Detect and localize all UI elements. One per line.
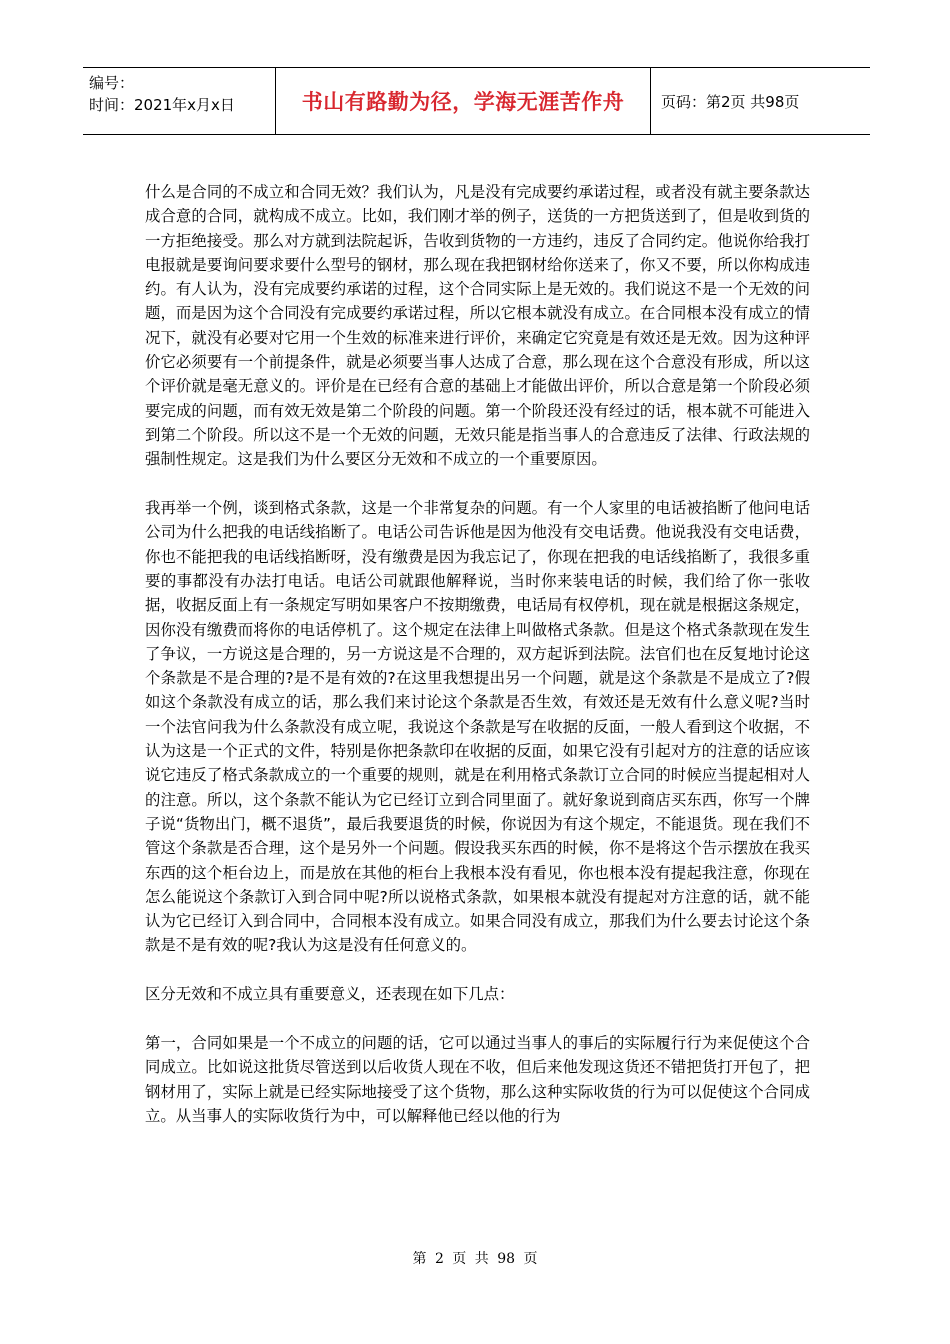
page-header — [83, 67, 870, 135]
document-number-label: 编号： — [89, 74, 135, 92]
header-motto-cell — [276, 68, 651, 134]
footer-page-number: 第 2 页 共 98 页 — [412, 1251, 538, 1267]
header-page-info: 页码：第2页 共98页 — [661, 92, 800, 111]
paragraph-1: 什么是合同的不成立和合同无效？我们认为，凡是没有完成要约承诺过程，或者没有就主要条款达成合意的合同，就构成不成立。比如，我们刚才举的例子，送货的一方把货送到了，但是收到货的一方拒绝接受。那么对方就到法院起诉，告收到货物的一方违约，违反了合同约定。他说你给我打电报就是要询问要求要什么型号的钢材，那么现在我把钢材给你送来了，你又不要，所以你构成违约。有人认为，没有完成要约承诺的过程，这个合同实际上是无效的。我们说这不是一个无效的问题，而是因为这个合同没有完成要约承诺过程，所以它根本就没有成立。在合同根本没有成立的情况下，就没有必要对它用一个生效的标准来进行评价，来确定它究竟是有效还是无效。因为这种评价它必须要有一个前提条件，就是必须要当事人达成了合意，那么现在这个合意没有形成，所以这个评价就是毫无意义的。评价是在已经有合意的基础上才能做出评价，所以合意是第一个阶段必须要完成的问题，而有效无效是第二个阶段的问题。第一个阶段还没有经过的话，根本就不可能进入到第二个阶段。所以这不是一个无效的问题，无效只能是指当事人的合意违反了法律、行政法规的强制性规定。这是我们为什么要区分无效和不成立的一个重要原因。 — [145, 183, 810, 469]
header-page-info-cell — [651, 68, 870, 134]
header-motto: 书山有路勤为径，学海无涯苦作舟 — [301, 90, 625, 114]
document-body — [145, 180, 810, 1153]
page-footer — [0, 1248, 950, 1268]
header-meta — [83, 68, 276, 134]
paragraph-2: 我再举一个例，谈到格式条款，这是一个非常复杂的问题。有一个人家里的电话被掐断了他问电话公司为什么把我的电话线掐断了。电话公司告诉他是因为他没有交电话费。他说我没有交电话费，你也不能把我的电话线掐断呀，没有缴费是因为我忘记了，你现在把我的电话线掐断了，我很多重要的事都没有办法打电话。电话公司就跟他解释说，当时你来装电话的时候，我们给了你一张收据，收据反面上有一条规定写明如果客户不按期缴费，电话局有权停机，现在就是根据这条规定，因你没有缴费而将你的电话停机了。这个规定在法律上叫做格式条款。但是这个格式条款现在发生了争议，一方说这是合理的，另一方说这是不合理的，双方起诉到法院。法官们也在反复地讨论这个条款是不是合理的?是不是有效的?在这里我想提出另一个问题，就是这个条款是不是成立了?假如这个条款没有成立的话，那么我们来讨论这个条款是否生效，有效还是无效有什么意义呢?当时一个法官问我为什么条款没有成立呢，我说这个条款是写在收据的反面，一般人看到这个收据，不认为这是一个正式的文件，特别是你把条款印在收据的反面，如果它没有引起对方的注意的话应该说它违反了格式条款成立的一个重要的规则，就是在利用格式条款订立合同的时候应当提起相对人的注意。所以，这个条款不能认为它已经订立到合同里面了。就好象说到商店买东西，你写一个牌子说“货物出门，概不退货”，最后我要退货的时候，你说因为有这个规定，不能退货。现在我们不管这个条款是否合理，这个是另外一个问题。假设我买东西的时候，你不是将这个告示摆放在我买东西的这个柜台边上，而是放在其他的柜台上我根本没有看见，你也根本没有提起我注意，你现在怎么能说这个条款订入到合同中呢?所以说格式条款，如果根本就没有提起对方注意的话，就不能认为它已经订入到合同中，合同根本没有成立。如果合同没有成立，那我们为什么要去讨论这个条款是不是有效的呢?我认为这是没有任何意义的。 — [145, 499, 810, 955]
paragraph-4: 第一，合同如果是一个不成立的问题的话，它可以通过当事人的事后的实际履行行为来促使这个合同成立。比如说这批货尽管送到以后收货人现在不收，但后来他发现这货还不错把货打开包了，把钢材用了，实际上就是已经实际地接受了这个货物，那么这种实际收货的行为可以促使这个合同成立。从当事人的实际收货行为中，可以解释他已经以他的行为 — [145, 1034, 810, 1125]
document-date: 时间：2021年x月x日 — [89, 96, 235, 114]
paragraph-3: 区分无效和不成立具有重要意义，还表现在如下几点： — [145, 985, 515, 1004]
